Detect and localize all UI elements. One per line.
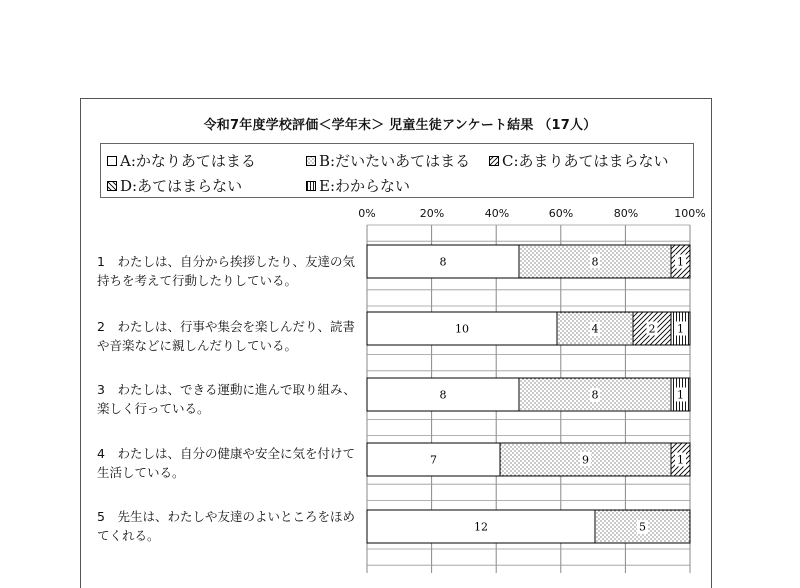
data-label-q5-b: 5 — [639, 520, 646, 534]
question-5-text: 先生は、わたしや友達のよいところをほめてくれる。 — [97, 509, 355, 543]
question-3-number: 3 — [97, 382, 105, 397]
x-tick-100: 100% — [674, 207, 706, 220]
x-tick-60: 60% — [548, 207, 574, 220]
question-4-number: 4 — [97, 446, 105, 461]
data-label-q2-a: 10 — [455, 322, 469, 336]
data-label-q5-a: 12 — [474, 520, 488, 534]
data-label-q4-a: 7 — [430, 453, 437, 467]
x-tick-80: 80% — [613, 207, 639, 220]
chart-title: 令和7年度学校評価＜学年末＞ 児童生徒アンケート結果 （17人） — [203, 118, 597, 133]
question-5-number: 5 — [97, 509, 105, 524]
question-3-text: わたしは、できる運動に進んで取り組み、楽しく行っている。 — [97, 382, 356, 416]
data-label-q3-e: 1 — [677, 388, 684, 402]
question-4-text: わたしは、自分の健康や安全に気を付けて生活している。 — [97, 446, 355, 480]
data-label-q1-b: 8 — [591, 255, 599, 269]
legend-label-e: E:わからない — [319, 177, 411, 195]
question-1-text: わたしは、自分から挨拶したり、友達の気持ちを考えて行動したりしている。 — [97, 254, 355, 288]
legend-label-a: A:かなりあてはまる — [120, 152, 256, 170]
data-label-q4-c: 1 — [677, 453, 684, 467]
x-tick-20: 20% — [419, 207, 445, 220]
legend-label-d: D:あてはまらない — [120, 177, 243, 195]
data-label-q2-e: 1 — [677, 322, 684, 336]
data-label-q1-a: 8 — [439, 255, 447, 269]
data-label-q4-b: 9 — [582, 453, 589, 467]
data-label-q3-b: 8 — [591, 388, 599, 402]
legend-label-b: B:だいたいあてはまる — [319, 152, 471, 170]
data-label-q1-c: 1 — [677, 255, 684, 269]
question-1-number: 1 — [97, 254, 105, 269]
data-label-q3-a: 8 — [439, 388, 447, 402]
data-label-q2-b: 4 — [591, 322, 599, 336]
legend-label-c: C:あまりあてはまらない — [502, 152, 669, 170]
x-tick-40: 40% — [484, 207, 510, 220]
x-tick-0: 0% — [358, 207, 376, 220]
question-2-text: わたしは、行事や集会を楽しんだり、読書や音楽などに親しんだりしている。 — [97, 319, 355, 353]
data-label-q2-c: 2 — [648, 322, 656, 336]
question-2-number: 2 — [97, 319, 105, 334]
